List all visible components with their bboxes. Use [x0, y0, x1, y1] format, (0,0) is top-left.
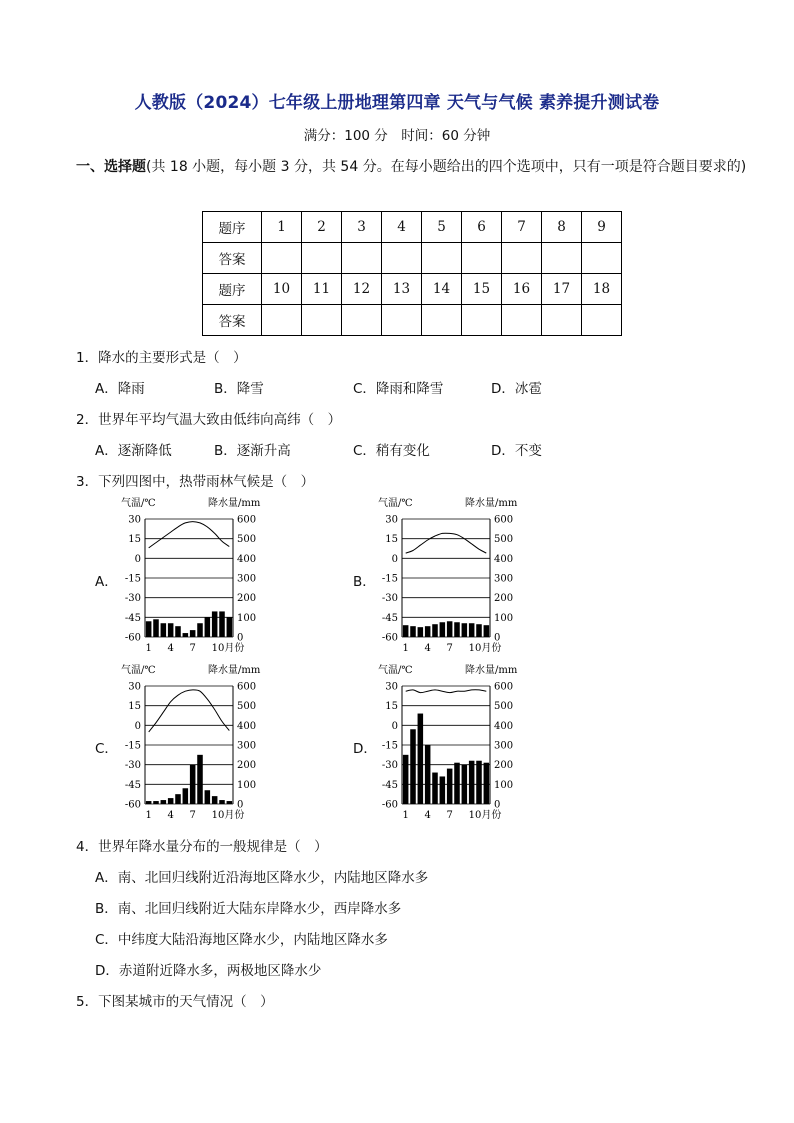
temp-tick-label: -15: [381, 573, 398, 585]
table-cell: 1: [262, 212, 302, 243]
precip-bar: [197, 623, 203, 637]
precip-bar: [146, 801, 152, 804]
month-tick-label: 1: [145, 810, 152, 821]
precip-tick-label: 600: [494, 681, 514, 693]
precip-bar: [432, 773, 438, 804]
month-tick-label: 10月份: [211, 810, 245, 821]
precip-bar: [153, 801, 159, 804]
precip-tick-label: 200: [494, 593, 514, 605]
precip-bar: [454, 622, 460, 637]
answer-cell[interactable]: [502, 305, 542, 336]
precip-bar: [432, 624, 438, 637]
precip-bar: [219, 611, 225, 637]
precip-tick-label: 400: [494, 720, 514, 732]
temp-tick-label: -30: [381, 593, 398, 605]
precip-tick-label: 500: [237, 534, 257, 546]
temp-tick-label: -30: [124, 760, 141, 772]
answer-cell[interactable]: [542, 243, 582, 274]
month-tick-label: 4: [167, 643, 174, 654]
q4-option-d[interactable]: D．赤道附近降水多，两极地区降水少: [95, 963, 322, 979]
precip-bar: [418, 627, 424, 637]
section-text: (共 18 小题，每小题 3 分，共 54 分。在每小题给出的四个选项中，只有一项是符合题目要求的): [146, 159, 747, 175]
precip-tick-label: 100: [494, 779, 514, 791]
precip-tick-label: 500: [494, 701, 514, 713]
temp-tick-label: -60: [124, 632, 141, 644]
section-label: 一、选择题: [76, 159, 146, 175]
precip-bar: [175, 626, 181, 637]
q3-option-b[interactable]: B．: [353, 574, 376, 590]
section-intro: [76, 154, 756, 181]
table-row: [203, 212, 622, 243]
precip-tick-label: 0: [494, 799, 501, 811]
temp-tick-label: -15: [381, 740, 398, 752]
table-cell: 17: [542, 274, 582, 305]
precip-bar: [146, 621, 152, 637]
precip-tick-label: 0: [237, 799, 244, 811]
table-cell: 3: [342, 212, 382, 243]
precip-bar: [484, 763, 490, 804]
table-row: [203, 274, 622, 305]
temp-tick-label: -30: [381, 760, 398, 772]
table-cell: 16: [502, 274, 542, 305]
answer-cell[interactable]: [582, 243, 622, 274]
precip-tick-label: 100: [237, 779, 257, 791]
precip-bar: [469, 761, 475, 804]
q3-option-d[interactable]: D．: [353, 741, 377, 757]
precip-tick-label: 600: [237, 514, 257, 526]
q2-option-a[interactable]: A．逐渐降低: [95, 443, 172, 459]
precip-tick-label: 0: [237, 632, 244, 644]
precip-tick-label: 600: [494, 514, 514, 526]
precip-bar: [462, 623, 468, 637]
answer-cell[interactable]: [462, 305, 502, 336]
precip-bar: [403, 625, 409, 637]
climate-chart-a: [115, 494, 275, 659]
month-tick-label: 10月份: [468, 643, 502, 654]
precip-tick-label: 0: [494, 632, 501, 644]
temp-tick-label: -15: [124, 740, 141, 752]
precip-bar: [484, 625, 490, 637]
answer-cell[interactable]: [262, 243, 302, 274]
precip-bar: [410, 626, 416, 637]
question-4: 4．世界年降水量分布的一般规律是（ ）: [76, 839, 328, 855]
precip-tick-label: 400: [237, 720, 257, 732]
precip-bar: [212, 796, 218, 804]
precip-tick-label: 500: [494, 534, 514, 546]
temp-tick-label: -45: [124, 612, 141, 624]
table-cell: 10: [262, 274, 302, 305]
answer-cell[interactable]: [302, 243, 342, 274]
row-label-number: 题序: [203, 212, 262, 243]
table-cell: 6: [462, 212, 502, 243]
month-tick-label: 4: [424, 810, 431, 821]
table-cell: 13: [382, 274, 422, 305]
precip-bar: [183, 633, 189, 637]
answer-cell[interactable]: [262, 305, 302, 336]
row-label-answer: 答案: [203, 305, 262, 336]
precip-tick-label: 300: [237, 573, 257, 585]
precip-bar: [462, 765, 468, 804]
precip-tick-label: 400: [494, 553, 514, 565]
precip-axis-label: 降水量/mm: [465, 665, 518, 676]
table-row: [203, 243, 622, 274]
question-2: 2．世界年平均气温大致由低纬向高纬（ ）: [76, 412, 342, 428]
precip-tick-label: 100: [237, 612, 257, 624]
precip-bar: [168, 798, 174, 804]
answer-table: [202, 211, 622, 336]
month-tick-label: 1: [402, 643, 409, 654]
precip-bar: [227, 801, 233, 804]
precip-bar: [425, 745, 431, 804]
precip-bar: [476, 624, 482, 637]
q1-option-c[interactable]: C．降雨和降雪: [353, 381, 444, 397]
precip-bar: [197, 755, 203, 804]
temp-tick-label: 30: [385, 681, 398, 693]
month-tick-label: 7: [446, 810, 453, 821]
precip-bar: [440, 622, 446, 637]
precip-axis-label: 降水量/mm: [208, 665, 261, 676]
answer-cell[interactable]: [582, 305, 622, 336]
answer-cell[interactable]: [382, 305, 422, 336]
answer-cell[interactable]: [422, 243, 462, 274]
answer-cell[interactable]: [342, 243, 382, 274]
page-title: 人教版（2024）七年级上册地理第四章 天气与气候 素养提升测试卷: [134, 93, 660, 113]
table-cell: 4: [382, 212, 422, 243]
temp-tick-label: -15: [124, 573, 141, 585]
temp-tick-label: 0: [134, 553, 141, 565]
table-cell: 18: [582, 274, 622, 305]
precip-bar: [168, 623, 174, 637]
temp-tick-label: 15: [128, 701, 141, 713]
precip-bar: [205, 617, 211, 637]
precip-bar: [161, 800, 167, 804]
q4-option-b[interactable]: B．南、北回归线附近大陆东岸降水少，西岸降水多: [95, 901, 402, 917]
precip-bar: [454, 763, 460, 804]
month-tick-label: 10月份: [211, 643, 245, 654]
temp-tick-label: 30: [385, 514, 398, 526]
q3-option-a[interactable]: A．: [95, 574, 118, 590]
temp-axis-label: 气温/℃: [378, 665, 413, 676]
page-subtitle: 满分：100 分 时间：60 分钟: [303, 128, 491, 144]
table-cell: 2: [302, 212, 342, 243]
temp-tick-label: 15: [385, 534, 398, 546]
table-cell: 7: [502, 212, 542, 243]
precip-tick-label: 400: [237, 553, 257, 565]
precip-axis-label: 降水量/mm: [208, 498, 261, 509]
climate-chart-d: [372, 661, 532, 826]
month-tick-label: 1: [402, 810, 409, 821]
temperature-line: [149, 522, 230, 548]
q4-option-a[interactable]: A．南、北回归线附近沿海地区降水少，内陆地区降水多: [95, 870, 429, 886]
temp-tick-label: -60: [381, 799, 398, 811]
temp-tick-label: -60: [381, 632, 398, 644]
answer-cell[interactable]: [382, 243, 422, 274]
precip-bar: [425, 626, 431, 637]
precip-bar: [183, 788, 189, 804]
precip-bar: [227, 617, 233, 637]
temp-tick-label: 0: [391, 720, 398, 732]
temp-tick-label: 0: [391, 553, 398, 565]
precip-bar: [190, 765, 196, 804]
precip-bar: [447, 769, 453, 804]
climate-chart-c: [115, 661, 275, 826]
precip-bar: [205, 790, 211, 804]
climate-chart-b: [372, 494, 532, 659]
month-tick-label: 4: [424, 643, 431, 654]
precip-tick-label: 100: [494, 612, 514, 624]
month-tick-label: 10月份: [468, 810, 502, 821]
answer-cell[interactable]: [542, 305, 582, 336]
answer-cell[interactable]: [342, 305, 382, 336]
temp-tick-label: -45: [381, 612, 398, 624]
precip-bar: [418, 714, 424, 804]
precip-bar: [410, 729, 416, 804]
precip-bar: [190, 630, 196, 637]
temp-tick-label: 15: [385, 701, 398, 713]
q1-option-d[interactable]: D．冰雹: [491, 381, 542, 397]
answer-cell[interactable]: [502, 243, 542, 274]
table-cell: 11: [302, 274, 342, 305]
q4-option-c[interactable]: C．中纬度大陆沿海地区降水少，内陆地区降水多: [95, 932, 388, 948]
row-label-answer: 答案: [203, 243, 262, 274]
precip-tick-label: 300: [494, 740, 514, 752]
answer-cell[interactable]: [302, 305, 342, 336]
table-cell: 14: [422, 274, 462, 305]
month-tick-label: 7: [189, 643, 196, 654]
answer-cell[interactable]: [422, 305, 462, 336]
temp-axis-label: 气温/℃: [378, 498, 413, 509]
question-5: 5．下图某城市的天气情况（ ）: [76, 994, 274, 1010]
precip-tick-label: 200: [237, 760, 257, 772]
precip-bar: [175, 794, 181, 804]
precip-bar: [212, 611, 218, 637]
temp-tick-label: -45: [124, 779, 141, 791]
precip-bar: [161, 623, 167, 637]
q3-option-c[interactable]: C．: [95, 741, 118, 757]
precip-bar: [153, 619, 159, 637]
temp-tick-label: -30: [124, 593, 141, 605]
temp-tick-label: 0: [134, 720, 141, 732]
q1-option-a[interactable]: A．降雨: [95, 381, 145, 397]
q2-option-d[interactable]: D．不变: [491, 443, 542, 459]
temp-axis-label: 气温/℃: [121, 498, 156, 509]
temperature-line: [406, 690, 487, 693]
month-tick-label: 7: [446, 643, 453, 654]
month-tick-label: 1: [145, 643, 152, 654]
question-3: 3．下列四图中，热带雨林气候是（ ）: [76, 474, 315, 490]
precip-bar: [219, 800, 225, 804]
precip-bar: [403, 755, 409, 804]
month-tick-label: 4: [167, 810, 174, 821]
q2-option-c[interactable]: C．稍有变化: [353, 443, 430, 459]
temp-tick-label: 30: [128, 681, 141, 693]
table-cell: 9: [582, 212, 622, 243]
precip-tick-label: 500: [237, 701, 257, 713]
table-cell: 12: [342, 274, 382, 305]
row-label-number: 题序: [203, 274, 262, 305]
answer-cell[interactable]: [462, 243, 502, 274]
precip-tick-label: 600: [237, 681, 257, 693]
precip-tick-label: 200: [237, 593, 257, 605]
month-tick-label: 7: [189, 810, 196, 821]
precip-bar: [469, 623, 475, 637]
precip-tick-label: 300: [237, 740, 257, 752]
temperature-line: [406, 533, 487, 553]
q1-option-b[interactable]: B．降雪: [214, 381, 264, 397]
temp-tick-label: -45: [381, 779, 398, 791]
temp-tick-label: -60: [124, 799, 141, 811]
question-1: 1．降水的主要形式是（ ）: [76, 350, 247, 366]
q2-option-b[interactable]: B．逐渐升高: [214, 443, 291, 459]
table-row: [203, 305, 622, 336]
precip-tick-label: 200: [494, 760, 514, 772]
table-cell: 5: [422, 212, 462, 243]
temp-axis-label: 气温/℃: [121, 665, 156, 676]
temp-tick-label: 30: [128, 514, 141, 526]
precip-bar: [440, 776, 446, 804]
precip-bar: [447, 621, 453, 637]
precip-tick-label: 300: [494, 573, 514, 585]
temp-tick-label: 15: [128, 534, 141, 546]
table-cell: 15: [462, 274, 502, 305]
precip-axis-label: 降水量/mm: [465, 498, 518, 509]
precip-bar: [476, 761, 482, 804]
table-cell: 8: [542, 212, 582, 243]
